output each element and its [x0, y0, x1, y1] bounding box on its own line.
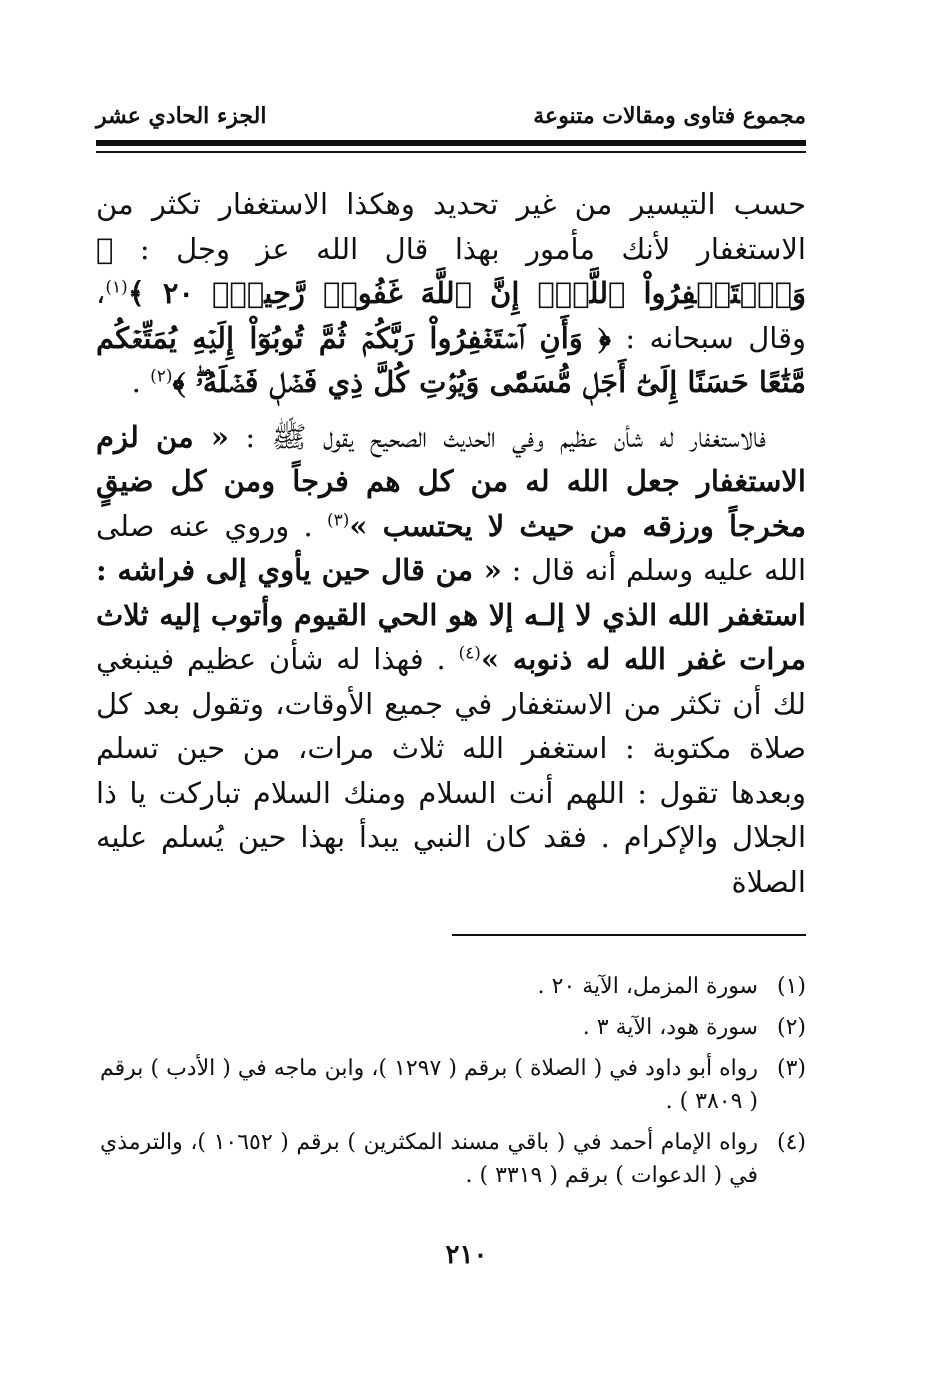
- footnote-number: (٤): [776, 1130, 806, 1155]
- volume-label: الجزء الحادي عشر: [96, 103, 267, 129]
- header-rule-thick: [96, 140, 806, 146]
- hadith-quote: « من لزم الاستغفار جعل الله له من كل هم فرجاً ومن كل ضيقٍ مخرجاً ورزقه من حيث لا يحتسب »: [96, 419, 806, 543]
- footnote-item: [100, 970, 806, 1003]
- quran-verse: ﴿ وَٱسۡتَغۡفِرُواْ ٱللَّهَۖ إِنَّ ٱللَّهَ غَفُورٞ رَّحِيمُۢ ٢٠ ﴾: [96, 231, 806, 310]
- footnote-text: رواه أبو داود في ( الصلاة ) برقم ( ١٢٩٧ )، وابن ماجه في ( الأدب ) برقم ( ٣٨٠٩ ) .: [100, 1056, 758, 1114]
- running-header: [96, 98, 806, 134]
- footnote-item: [100, 1011, 806, 1044]
- footnote-number: (١): [776, 974, 806, 999]
- footnote-number: (٣): [776, 1056, 806, 1081]
- footnote-item: [100, 1126, 806, 1192]
- footnote-item: [100, 1052, 806, 1118]
- paragraph-text: فالاستغفار له شأن عظيم وفي الحديث الصحيح يقول ﷺ :: [229, 419, 767, 454]
- footnote-ref: (٤): [458, 643, 481, 664]
- main-text: [96, 182, 806, 904]
- header-rule-thin: [96, 151, 806, 153]
- footnote-text: سورة هود، الآية ٣ .: [582, 1015, 758, 1040]
- footnote-ref: (٢): [150, 366, 173, 387]
- page-number: ٢١٠: [445, 1240, 488, 1270]
- footnote-separator: [452, 934, 806, 936]
- footnote-number: (٢): [776, 1015, 806, 1040]
- paragraph-text: .: [131, 365, 151, 399]
- paragraph-text: ، وقال سبحانه :: [96, 276, 806, 355]
- footnote-ref: (١): [105, 277, 128, 298]
- footnote-text: سورة المزمل، الآية ٢٠ .: [537, 974, 758, 999]
- footnotes: [100, 970, 806, 1200]
- footnote-ref: (٣): [326, 509, 350, 530]
- quran-verse: ﴿ وَأَنِ ٱسۡتَغۡفِرُواْ رَبَّكُمۡ ثُمَّ تُوبُوٓاْ إِلَيۡهِ يُمَتِّعۡكُم مَّتَٰعًا حَسَنًا إِلَىٰٓ أَجَلٖ مُّسَمّٗى وَيُؤۡتِ كُلَّ ذِي فَضۡلٖ فَضۡلَهُۥۖ ﴾: [96, 320, 806, 399]
- paragraph-text: . فهذا له شأن عظيم فينبغي لك أن تكثر من الاستغفار في جميع الأوقات، وتقول بعد كل صلاة مكتوبة : استغفر الله ثلاث مرات، من حين تسلم وبعدها تقول : اللهم أنت السلام ومنك السلام تباركت يا ذا الجلال والإكرام . فقد كان النبي يبدأ بهذا حين يُسلم عليه الصلاة: [96, 642, 806, 899]
- footnote-text: رواه الإمام أحمد في ( باقي مسند المكثرين ) برقم ( ١٠٦٥٢ )، والترمذي في ( الدعوات ) برقم ( ٣٣١٩ ) .: [100, 1130, 758, 1188]
- hadith-quote: « من قال حين يأوي إلى فراشه : استغفر الله الذي لا إلـه إلا هو الحي القيوم وأتوب إليه ثلاث مرات غفر الله له ذنوبه »: [96, 553, 806, 676]
- paragraph-1: [96, 182, 806, 405]
- paragraph-2: [96, 415, 806, 905]
- paragraph-text: حسب التيسير من غير تحديد وهكذا الاستغفار تكثر من الاستغفار لأنك مأمور بهذا قال الله عز وجل :: [96, 187, 806, 266]
- book-title: مجموع فتاوى ومقالات متنوعة: [533, 103, 806, 129]
- paragraph-text: . وروي عنه صلى الله عليه وسلم أنه قال :: [96, 508, 807, 587]
